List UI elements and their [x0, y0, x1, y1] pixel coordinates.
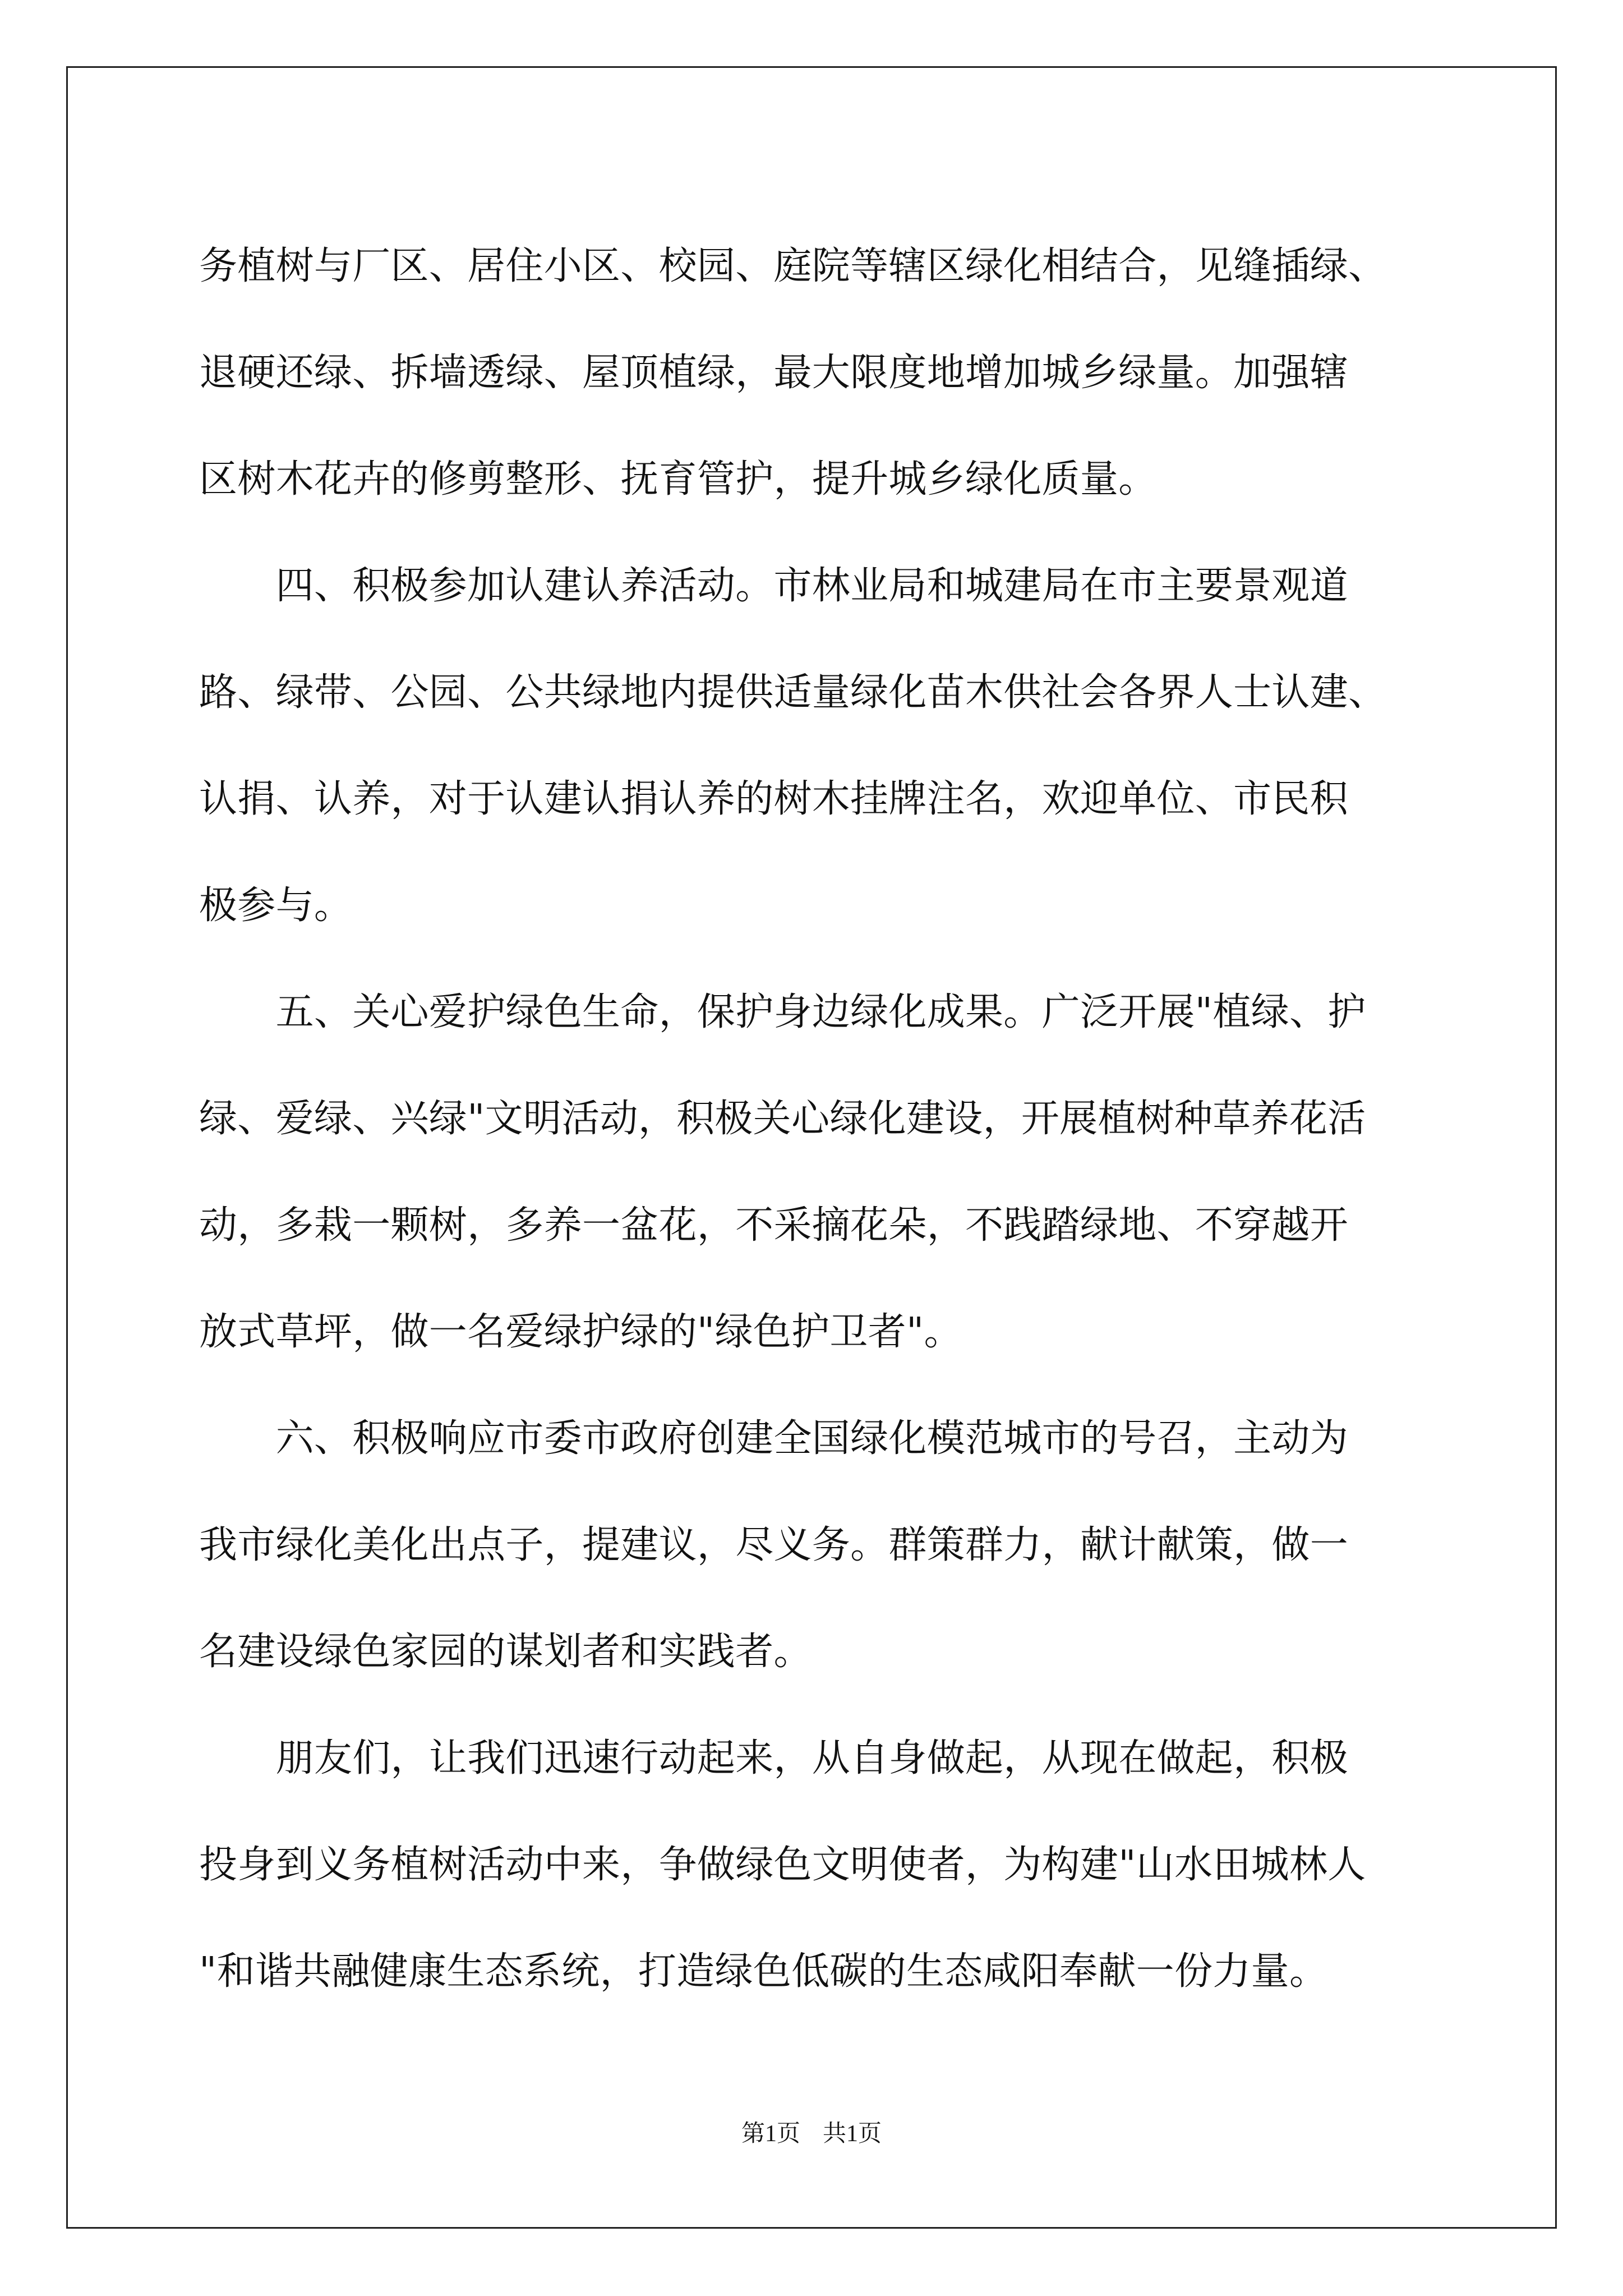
document-body [199, 213, 1427, 2025]
text-line: 名建设绿色家园的谋划者和实践者。 [199, 1630, 812, 1674]
text-line: 放式草坪，做一名爱绿护绿的"绿色护卫者"。 [199, 1310, 962, 1354]
page-number: 第1页 [741, 2121, 800, 2147]
text-line: 路、绿带、公园、公共绿地内提供适量绿化苗木供社会各界人士认建、 [199, 670, 1387, 715]
text-line: "和谐共融健康生态系统，打造绿色低碳的生态咸阳奉献一份力量。 [199, 1949, 1328, 1994]
text-line: 务植树与厂区、居住小区、校园、庭院等辖区绿化相结合，见缝插绿、 [199, 244, 1387, 288]
text-line: 动，多栽一颗树，多养一盆花，不采摘花朵，不践踏绿地、不穿越开 [199, 1203, 1349, 1248]
text-line: 五、关心爱护绿色生命，保护身边绿化成果。广泛开展"植绿、护 [199, 990, 1366, 1034]
text-line: 区树木花卉的修剪整形、抚育管护，提升城乡绿化质量。 [199, 457, 1157, 501]
text-line: 退硬还绿、拆墙透绿、屋顶植绿，最大限度地增加城乡绿量。加强辖 [199, 351, 1349, 395]
page-total: 共1页 [823, 2121, 882, 2147]
text-line: 六、积极响应市委市政府创建全国绿化模范城市的号召，主动为 [199, 1416, 1349, 1461]
text-line: 极参与。 [199, 884, 353, 928]
text-line: 四、积极参加认建认养活动。市林业局和城建局在市主要景观道 [199, 564, 1349, 608]
text-line: 我市绿化美化出点子，提建议，尽义务。群策群力，献计献策，做一 [199, 1523, 1349, 1567]
text-line: 绿、爱绿、兴绿"文明活动，积极关心绿化建设，开展植树种草养花活 [199, 1097, 1366, 1141]
text-line: 朋友们，让我们迅速行动起来，从自身做起，从现在做起，积极 [199, 1736, 1349, 1780]
text-line: 投身到义务植树活动中来，争做绿色文明使者，为构建"山水田城林人 [199, 1843, 1366, 1887]
text-line: 认捐、认养，对于认建认捐认养的树木挂牌注名，欢迎单位、市民积 [199, 777, 1349, 821]
page-footer [0, 2115, 1623, 2148]
